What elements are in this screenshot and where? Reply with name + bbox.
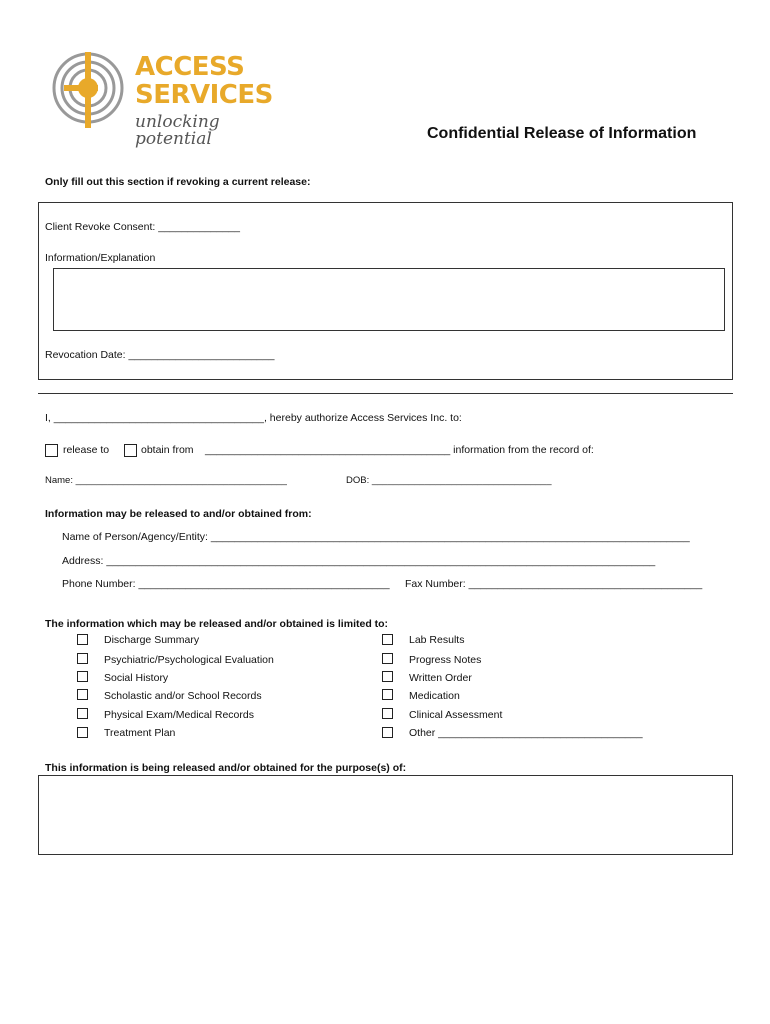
label-progress-notes: Progress Notes — [409, 654, 482, 666]
checkbox-progress-notes[interactable] — [382, 653, 393, 664]
page-title: Confidential Release of Information — [427, 125, 697, 142]
address-field[interactable]: Address: ______________________________________________________________________________________________ — [62, 555, 656, 567]
checkbox-psych-evaluation[interactable] — [77, 653, 88, 664]
checkbox-medication[interactable] — [382, 689, 393, 700]
section-divider — [38, 393, 733, 394]
fax-field[interactable]: Fax Number: ________________________________________ — [405, 578, 703, 590]
revoke-consent-field[interactable]: Client Revoke Consent: ______________ — [45, 221, 240, 233]
checkbox-other[interactable] — [382, 727, 393, 738]
logo-mark-icon — [50, 50, 130, 130]
phone-field[interactable]: Phone Number: ___________________________________________ — [62, 578, 390, 590]
label-medication: Medication — [409, 690, 460, 702]
obtain-from-field[interactable]: __________________________________________ information from the record of: — [205, 444, 594, 456]
name-field[interactable]: Name: ________________________________________ — [45, 475, 287, 486]
checkbox-school-records[interactable] — [77, 689, 88, 700]
checkbox-written-order[interactable] — [382, 671, 393, 682]
revocation-date-field[interactable]: Revocation Date: _________________________ — [45, 349, 275, 361]
label-social-history: Social History — [104, 672, 169, 684]
released-heading: Information may be released to and/or obtained from: — [45, 508, 312, 520]
brand-line2: SERVICES — [135, 80, 273, 110]
info-explanation-label: Information/Explanation — [45, 252, 156, 264]
release-to-label: release to — [63, 444, 110, 456]
checkbox-discharge-summary[interactable] — [77, 634, 88, 645]
checkbox-medical-records[interactable] — [77, 708, 88, 719]
checkbox-social-history[interactable] — [77, 671, 88, 682]
dob-field[interactable]: DOB: __________________________________ — [346, 475, 552, 486]
brand-tagline: unlocking potential — [135, 112, 220, 149]
label-discharge-summary: Discharge Summary — [104, 634, 200, 646]
label-psych-evaluation: Psychiatric/Psychological Evaluation — [104, 654, 274, 666]
limited-heading: The information which may be released and/or obtained is limited to: — [45, 618, 389, 630]
label-treatment-plan: Treatment Plan — [104, 727, 176, 739]
obtain-from-checkbox[interactable] — [124, 444, 137, 457]
release-to-checkbox[interactable] — [45, 444, 58, 457]
checkbox-clinical-assessment[interactable] — [382, 708, 393, 719]
purpose-heading: This information is being released and/or obtained for the purpose(s) of: — [45, 762, 407, 774]
person-agency-field[interactable]: Name of Person/Agency/Entity: __________________________________________________________________________________ — [62, 531, 690, 543]
obtain-from-label: obtain from — [141, 444, 194, 456]
authorize-line[interactable]: I, ____________________________________, hereby authorize Access Services Inc. to: — [45, 412, 462, 424]
info-explanation-textarea[interactable] — [53, 268, 725, 331]
checkbox-treatment-plan[interactable] — [77, 727, 88, 738]
label-medical-records: Physical Exam/Medical Records — [104, 709, 254, 721]
label-other[interactable]: Other ___________________________________ — [409, 727, 643, 739]
label-lab-results: Lab Results — [409, 634, 465, 646]
label-clinical-assessment: Clinical Assessment — [409, 709, 503, 721]
checkbox-lab-results[interactable] — [382, 634, 393, 645]
brand-line1: ACCESS — [135, 52, 245, 82]
revoke-heading: Only fill out this section if revoking a current release: — [45, 176, 311, 188]
label-school-records: Scholastic and/or School Records — [104, 690, 262, 702]
logo — [50, 50, 290, 149]
label-written-order: Written Order — [409, 672, 472, 684]
purpose-textarea[interactable] — [38, 775, 733, 855]
